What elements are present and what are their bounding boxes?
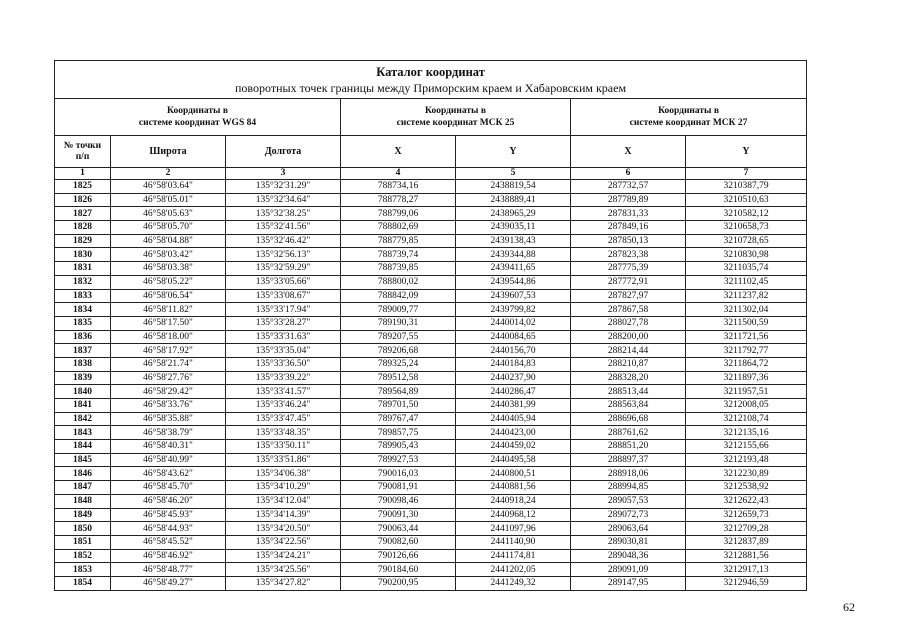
table-cell: 3211500,59 [686,316,807,330]
column-index: 6 [571,168,686,180]
column-header: X [571,136,686,168]
table-cell: 788800,02 [341,275,456,289]
table-cell: 46°58'29.42" [111,385,226,399]
group-header-msk27: Координаты в системе координат МСК 27 [571,99,807,136]
table-cell: 2441140,90 [456,535,571,549]
table-cell: 2440918,24 [456,494,571,508]
table-cell: 135°34'06.38" [226,467,341,481]
column-header: X [341,136,456,168]
table-cell: 789009,77 [341,303,456,317]
table-cell: 289147,95 [571,576,686,590]
table-cell: 2440156,70 [456,344,571,358]
table-cell: 789767,47 [341,412,456,426]
table-cell: 2439138,43 [456,234,571,248]
table-cell: 46°58'06.54" [111,289,226,303]
point-number: 1826 [55,193,111,207]
page-number: 62 [843,600,855,614]
point-number: 1825 [55,180,111,194]
table-cell: 135°32'31.29" [226,180,341,194]
point-number: 1850 [55,522,111,536]
table-cell: 287850,13 [571,234,686,248]
table-cell: 3210582,12 [686,207,807,221]
table-cell: 788779,85 [341,234,456,248]
table-cell: 287827,97 [571,289,686,303]
table-cell: 287867,58 [571,303,686,317]
table-cell: 788802,69 [341,221,456,235]
table-cell: 46°58'27.76" [111,371,226,385]
point-number: 1840 [55,385,111,399]
table-cell: 3212881,56 [686,549,807,563]
table-cell: 135°33'48.35" [226,426,341,440]
point-number: 1829 [55,234,111,248]
table-cell: 288210,87 [571,357,686,371]
table-cell: 46°58'11.82" [111,303,226,317]
table-cell: 46°58'48.77" [111,563,226,577]
table-cell: 2439035,11 [456,221,571,235]
table-row [55,248,807,262]
column-index: 2 [111,168,226,180]
table-cell: 288200,00 [571,330,686,344]
table-cell: 2441202,05 [456,563,571,577]
table-row [55,357,807,371]
point-number: 1851 [55,535,111,549]
table-cell: 287732,57 [571,180,686,194]
table-cell: 46°58'43.62" [111,467,226,481]
table-cell: 46°58'35.88" [111,412,226,426]
table-cell: 2439607,53 [456,289,571,303]
table-cell: 288563,84 [571,399,686,413]
table-cell: 789857,75 [341,426,456,440]
table-cell: 46°58'45.52" [111,535,226,549]
table-cell: 135°32'41.56" [226,221,341,235]
table-cell: 287823,38 [571,248,686,262]
table-row [55,453,807,467]
table-cell: 135°34'14.39" [226,508,341,522]
table-row [55,494,807,508]
table-cell: 2440014,02 [456,316,571,330]
table-cell: 3211035,74 [686,262,807,276]
table-cell: 287789,89 [571,193,686,207]
table-cell: 135°34'25.56" [226,563,341,577]
table-cell: 789905,43 [341,440,456,454]
table-cell: 46°58'05.63" [111,207,226,221]
coordinate-catalog [54,60,806,591]
point-number: 1842 [55,412,111,426]
table-cell: 3211957,51 [686,385,807,399]
table-cell: 2440459,02 [456,440,571,454]
point-number: 1827 [55,207,111,221]
table-row [55,563,807,577]
table-cell: 135°34'12.04" [226,494,341,508]
coordinate-table [54,60,807,591]
table-cell: 289048,36 [571,549,686,563]
table-cell: 2440881,56 [456,481,571,495]
table-cell: 46°58'05.01" [111,193,226,207]
table-row [55,316,807,330]
table-cell: 788778,27 [341,193,456,207]
point-number: 1828 [55,221,111,235]
table-row [55,481,807,495]
table-cell: 46°58'03.38" [111,262,226,276]
table-cell: 3211237,82 [686,289,807,303]
table-title-cell [55,61,807,99]
table-cell: 3210728,65 [686,234,807,248]
table-cell: 288696,68 [571,412,686,426]
table-cell: 135°33'31.63" [226,330,341,344]
table-cell: 46°58'46.92" [111,549,226,563]
table-cell: 2440286,47 [456,385,571,399]
table-cell: 789512,58 [341,371,456,385]
point-number: 1848 [55,494,111,508]
table-row [55,426,807,440]
table-cell: 135°34'20.50" [226,522,341,536]
point-number: 1841 [55,399,111,413]
table-cell: 135°32'59.29" [226,262,341,276]
table-cell: 2441097,96 [456,522,571,536]
table-row [55,330,807,344]
table-cell: 3212155,66 [686,440,807,454]
table-cell: 289072,73 [571,508,686,522]
table-cell: 2441174,81 [456,549,571,563]
table-row [55,303,807,317]
table-cell: 790200,95 [341,576,456,590]
table-cell: 2440800,51 [456,467,571,481]
point-number: 1846 [55,467,111,481]
table-cell: 46°58'40.99" [111,453,226,467]
table-row [55,234,807,248]
point-number: 1830 [55,248,111,262]
table-cell: 788739,74 [341,248,456,262]
table-cell: 135°33'50.11" [226,440,341,454]
column-index: 5 [456,168,571,180]
table-cell: 288513,44 [571,385,686,399]
table-cell: 789564,89 [341,385,456,399]
table-cell: 2440968,12 [456,508,571,522]
table-cell: 46°58'03.64" [111,180,226,194]
column-index: 7 [686,168,807,180]
table-cell: 788739,85 [341,262,456,276]
table-cell: 287831,33 [571,207,686,221]
table-cell: 790098,46 [341,494,456,508]
table-row [55,412,807,426]
table-cell: 46°58'46.20" [111,494,226,508]
table-cell: 789190,31 [341,316,456,330]
table-cell: 289057,53 [571,494,686,508]
point-number: 1838 [55,357,111,371]
table-cell: 3210658,73 [686,221,807,235]
catalog-title: Каталог координат [376,65,485,79]
table-cell: 135°34'27.82" [226,576,341,590]
table-cell: 3212659,73 [686,508,807,522]
table-cell: 790184,60 [341,563,456,577]
table-cell: 289063,64 [571,522,686,536]
table-cell: 790063,44 [341,522,456,536]
table-cell: 790126,66 [341,549,456,563]
table-row [55,193,807,207]
table-cell: 135°33'05.66" [226,275,341,289]
table-row [55,275,807,289]
table-cell: 135°32'38.25" [226,207,341,221]
table-cell: 46°58'49.27" [111,576,226,590]
column-header: Y [456,136,571,168]
column-index: 1 [55,168,111,180]
table-cell: 135°34'10.29" [226,481,341,495]
table-cell: 135°33'08.67" [226,289,341,303]
table-cell: 3212538,92 [686,481,807,495]
table-cell: 288851,20 [571,440,686,454]
table-cell: 289030,81 [571,535,686,549]
table-cell: 3211792,77 [686,344,807,358]
table-cell: 288761,62 [571,426,686,440]
table-cell: 135°33'17.94" [226,303,341,317]
table-cell: 46°58'17.92" [111,344,226,358]
table-cell: 3211102,45 [686,275,807,289]
table-cell: 788842,09 [341,289,456,303]
point-number: 1834 [55,303,111,317]
group-header-wgs84: Координаты в системе координат WGS 84 [55,99,341,136]
point-number: 1831 [55,262,111,276]
group-header-msk25: Координаты в системе координат МСК 25 [341,99,571,136]
table-cell: 46°58'05.70" [111,221,226,235]
catalog-subtitle: поворотных точек границы между Приморским краем и Хабаровским краем [235,81,627,95]
point-number: 1832 [55,275,111,289]
table-row [55,221,807,235]
table-cell: 46°58'18.00" [111,330,226,344]
table-cell: 46°58'04.88" [111,234,226,248]
table-cell: 46°58'03.42" [111,248,226,262]
table-cell: 135°32'34.64" [226,193,341,207]
table-cell: 789207,55 [341,330,456,344]
table-cell: 2440405,94 [456,412,571,426]
table-cell: 3212230,89 [686,467,807,481]
table-row [55,180,807,194]
table-cell: 789927,53 [341,453,456,467]
table-cell: 2438889,41 [456,193,571,207]
table-cell: 790016,03 [341,467,456,481]
table-cell: 288027,78 [571,316,686,330]
table-cell: 289091,09 [571,563,686,577]
table-cell: 2440084,65 [456,330,571,344]
column-header: № точки п/п [55,136,111,168]
table-cell: 2439411,65 [456,262,571,276]
point-number: 1853 [55,563,111,577]
table-cell: 46°58'38.79" [111,426,226,440]
table-cell: 3212917,13 [686,563,807,577]
table-cell: 2438965,29 [456,207,571,221]
table-cell: 2439799,82 [456,303,571,317]
point-number: 1837 [55,344,111,358]
table-cell: 135°33'41.57" [226,385,341,399]
point-number: 1843 [55,426,111,440]
table-cell: 790091,30 [341,508,456,522]
point-number: 1839 [55,371,111,385]
table-cell: 46°58'45.70" [111,481,226,495]
table-cell: 46°58'40.31" [111,440,226,454]
table-row [55,371,807,385]
table-cell: 46°58'05.22" [111,275,226,289]
table-cell: 135°33'47.45" [226,412,341,426]
table-row [55,508,807,522]
column-index: 4 [341,168,456,180]
table-cell: 135°32'46.42" [226,234,341,248]
table-cell: 3212135,16 [686,426,807,440]
table-cell: 790081,91 [341,481,456,495]
table-row [55,262,807,276]
point-number: 1852 [55,549,111,563]
table-cell: 2439544,86 [456,275,571,289]
table-cell: 789701,50 [341,399,456,413]
table-cell: 135°34'24.21" [226,549,341,563]
table-cell: 790082,60 [341,535,456,549]
table-cell: 3211897,36 [686,371,807,385]
point-number: 1835 [55,316,111,330]
table-row [55,289,807,303]
table-row [55,535,807,549]
point-number: 1836 [55,330,111,344]
table-cell: 2439344,88 [456,248,571,262]
table-cell: 2440381,99 [456,399,571,413]
table-row [55,522,807,536]
table-cell: 788799,06 [341,207,456,221]
table-cell: 2440423,00 [456,426,571,440]
table-cell: 288994,85 [571,481,686,495]
table-cell: 135°33'35.04" [226,344,341,358]
point-number: 1833 [55,289,111,303]
table-cell: 2438819,54 [456,180,571,194]
table-cell: 2440237,90 [456,371,571,385]
table-cell: 135°33'51.86" [226,453,341,467]
table-row [55,207,807,221]
table-cell: 288897,37 [571,453,686,467]
table-cell: 288214,44 [571,344,686,358]
table-cell: 287849,16 [571,221,686,235]
table-cell: 46°58'17.50" [111,316,226,330]
column-index: 3 [226,168,341,180]
table-cell: 135°33'28.27" [226,316,341,330]
table-cell: 46°58'33.76" [111,399,226,413]
table-cell: 3212622,43 [686,494,807,508]
table-cell: 3211302,04 [686,303,807,317]
table-row [55,385,807,399]
table-cell: 3210387,79 [686,180,807,194]
table-cell: 789325,24 [341,357,456,371]
table-row [55,344,807,358]
table-cell: 2441249,32 [456,576,571,590]
column-header: Y [686,136,807,168]
table-cell: 287775,39 [571,262,686,276]
table-cell: 3211864,72 [686,357,807,371]
table-cell: 3211721,56 [686,330,807,344]
table-cell: 46°58'44.93" [111,522,226,536]
point-number: 1849 [55,508,111,522]
table-cell: 3212946,59 [686,576,807,590]
table-cell: 46°58'21.74" [111,357,226,371]
table-cell: 3212709,28 [686,522,807,536]
column-header: Долгота [226,136,341,168]
table-row [55,467,807,481]
table-row [55,576,807,590]
table-cell: 2440495,58 [456,453,571,467]
table-cell: 288918,06 [571,467,686,481]
point-number: 1854 [55,576,111,590]
table-cell: 3212837,89 [686,535,807,549]
table-cell: 3212193,48 [686,453,807,467]
table-cell: 3210830,98 [686,248,807,262]
point-number: 1845 [55,453,111,467]
table-cell: 135°32'56.13" [226,248,341,262]
table-cell: 3210510,63 [686,193,807,207]
table-row [55,440,807,454]
table-cell: 135°33'39.22" [226,371,341,385]
point-number: 1847 [55,481,111,495]
table-cell: 135°34'22.56" [226,535,341,549]
table-cell: 3212008,05 [686,399,807,413]
table-row [55,549,807,563]
table-cell: 789206,68 [341,344,456,358]
point-number: 1844 [55,440,111,454]
table-cell: 3212108,74 [686,412,807,426]
column-header: Широта [111,136,226,168]
table-cell: 788734,16 [341,180,456,194]
table-row [55,399,807,413]
table-cell: 135°33'46.24" [226,399,341,413]
table-cell: 135°33'36.50" [226,357,341,371]
table-cell: 288328,20 [571,371,686,385]
table-cell: 2440184,83 [456,357,571,371]
table-cell: 287772,91 [571,275,686,289]
table-cell: 46°58'45.93" [111,508,226,522]
